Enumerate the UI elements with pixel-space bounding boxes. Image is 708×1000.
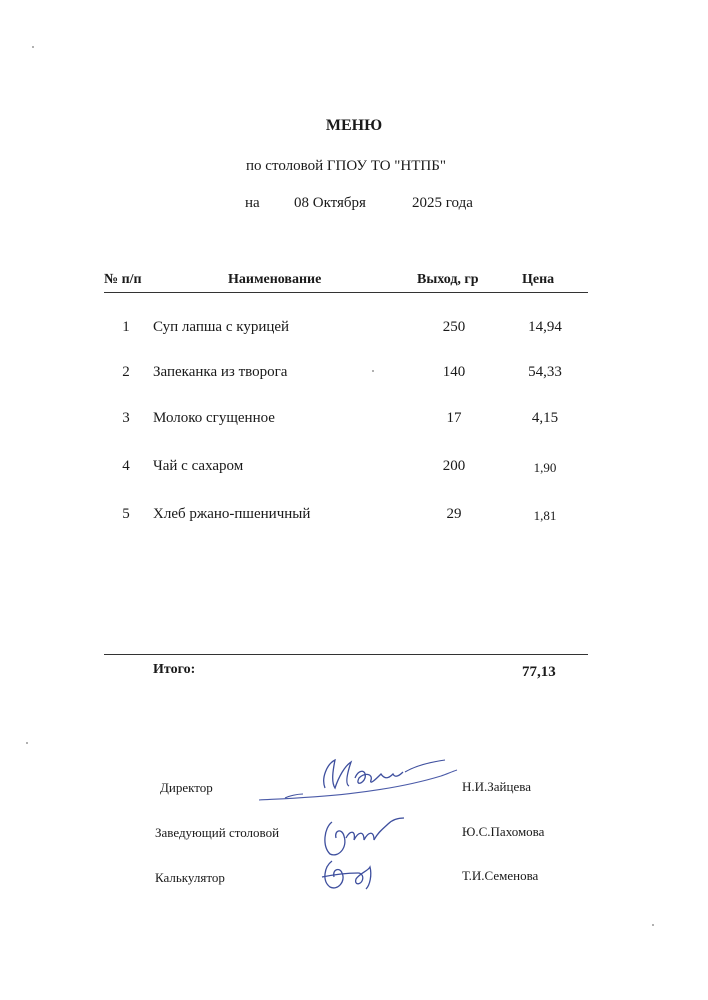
signature-name-canteen-head: Ю.С.Пахомова	[462, 824, 545, 839]
row-number: 1	[122, 319, 130, 335]
row-dish-name: Суп лапша с курицей	[153, 319, 290, 335]
total-label: Итого:	[153, 662, 196, 677]
signature-name-calculator: Т.И.Семенова	[462, 868, 539, 883]
director-signature-image	[255, 748, 465, 808]
total-divider	[104, 654, 588, 655]
calculator-signature-image	[318, 855, 384, 895]
row-price: 14,94	[528, 319, 562, 335]
scan-speck	[26, 742, 28, 744]
row-output: 250	[442, 319, 466, 335]
document-title: МЕНЮ	[325, 117, 383, 134]
date-day-month: 08 Октября	[294, 195, 366, 211]
date-year: 2025 года	[412, 195, 473, 211]
signature-name-director: Н.И.Зайцева	[462, 779, 531, 794]
row-price: 4,15	[531, 410, 559, 426]
document-subtitle: по столовой ГПОУ ТО "НТПБ"	[246, 158, 446, 174]
row-output: 140	[442, 364, 466, 380]
row-price: 1,90	[533, 460, 557, 475]
scan-speck	[32, 46, 34, 48]
row-number: 4	[122, 458, 130, 474]
row-dish-name: Чай с сахаром	[153, 458, 244, 474]
row-number: 3	[122, 410, 130, 426]
column-header-output: Выход, гр	[417, 272, 479, 287]
row-number: 5	[122, 506, 130, 522]
date-label: на	[245, 195, 260, 211]
row-dish-name: Хлеб ржано-пшеничный	[153, 506, 311, 522]
row-dish-name: Запеканка из творога	[153, 364, 288, 380]
total-value: 77,13	[522, 664, 556, 680]
row-price: 54,33	[528, 364, 562, 380]
row-number: 2	[122, 364, 130, 380]
scan-speck	[372, 370, 374, 372]
column-header-price: Цена	[522, 272, 555, 287]
signature-role-director: Директор	[160, 780, 213, 795]
signature-role-calculator: Калькулятор	[155, 870, 225, 885]
signature-role-canteen-head: Заведующий столовой	[155, 825, 280, 840]
column-header-number: № п/п	[104, 272, 142, 287]
row-output: 17	[446, 410, 462, 426]
header-divider	[104, 292, 588, 293]
row-dish-name: Молоко сгущенное	[153, 410, 275, 426]
row-price: 1,81	[533, 508, 557, 523]
scan-speck	[652, 924, 654, 926]
column-header-name: Наименование	[228, 272, 322, 287]
row-output: 29	[446, 506, 462, 522]
row-output: 200	[442, 458, 466, 474]
